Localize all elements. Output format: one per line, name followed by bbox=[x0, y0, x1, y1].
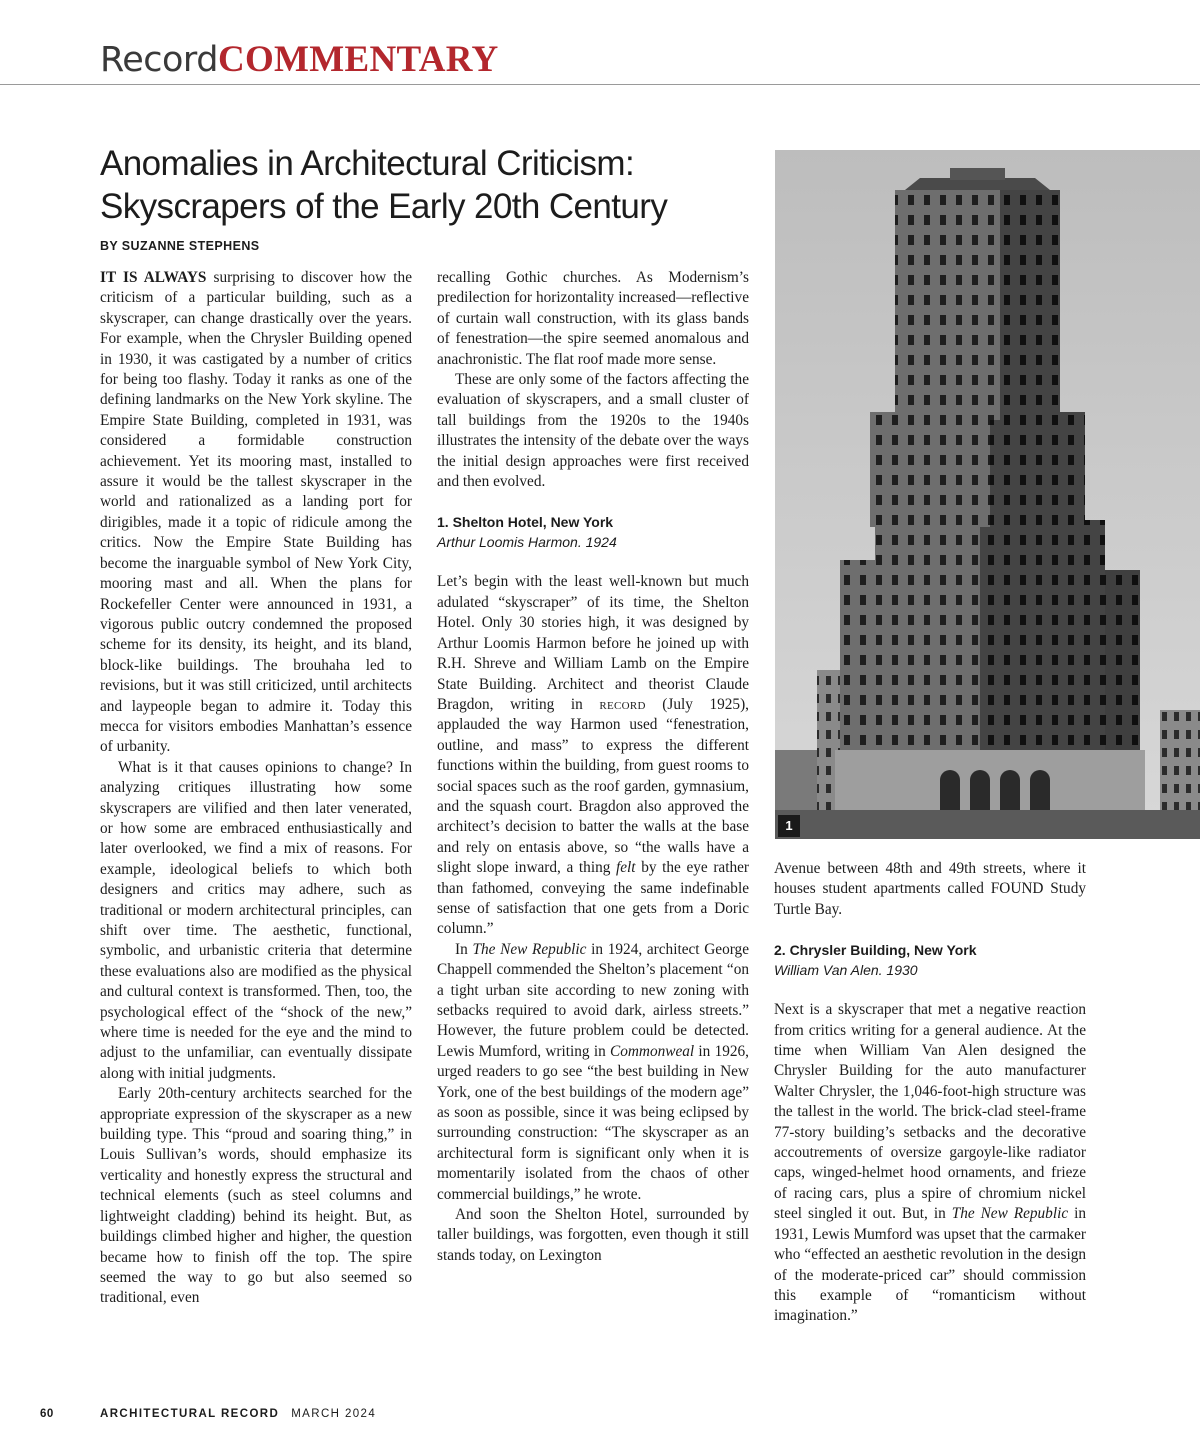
page-number: 60 bbox=[40, 1408, 54, 1420]
section-masthead bbox=[100, 38, 498, 82]
subhead-title: 2. Chrysler Building, New York bbox=[774, 942, 977, 959]
article-byline: BY SUZANNE STEPHENS bbox=[100, 239, 260, 253]
article-headline: Anomalies in Architectural Criticism: Skyscrapers of the Early 20th Century bbox=[100, 144, 668, 226]
paragraph: What is it that causes opinions to change? In analyzing critiques illustrating how some skyscrapers are vilified and then later venerated, or how some are embraced enthusiastically and later overlooked, we find a mix of reasons. For example, ideological beliefs to which both designers and critics may adhere, such as traditional or modern architectural principles, can shift over time. The aesthetic, functional, symbolic, and urbanistic criteria that determine these evaluations also are modified as the physical and cultural context is transformed. Then, too, the psychological effect of the “shock of the new,” where time is needed for the eye and the mind to adjust to the unfamiliar, can eventually dissipate along with initial judgments. bbox=[100, 758, 412, 1082]
paragraph: Avenue between 48th and 49th streets, where it houses student apartments called FOUND Study Turtle Bay. bbox=[774, 860, 1086, 918]
text-run: In bbox=[455, 940, 473, 958]
masthead-rule bbox=[0, 84, 1200, 85]
text-column-3 bbox=[774, 859, 1086, 1327]
text-column-2 bbox=[437, 268, 749, 1266]
tower-middle-shadow bbox=[990, 412, 1085, 527]
tower-shaft-shadow bbox=[1000, 190, 1060, 420]
paragraph: And soon the Shelton Hotel, surrounded by taller buildings, was forgotten, even though it still stands today, on Lexington bbox=[437, 1206, 749, 1264]
paragraph-text: surprising to discover how the criticism of a particular building, such as a skyscraper, can change drastically over the years. For example, when the Chrysler Building opened in 1930, it was castigated by a number of critics for being too flashy. Today it ranks as one of the defining landmarks on the New York skyline. The Empire State Building, completed in 1931, was considered a formidable construction achievement. Yet its mooring mast, installed to assure it would be the tallest skyscraper in the world and rationalized as a landing port for dirigibles, made it a topic of ridicule among the critics. Now the Empire State Building has become the inarguable symbol of New York City, mooring mast and all. When the plans for Rockefeller Center were announced in 1931, a vigorous public outcry condemned the proposed scheme for its density, its height, and its bland, block-like buildings. The brouhaha led to revisions, but it was still criticized, until architects and laypeople began to admire it. Today this mecca for visitors embodies Manhattan’s essence of urbanity. bbox=[100, 269, 412, 756]
text-run: (July 1925), applauded the way Harmon used “fenestration, outline, and mass” to express the different functions within the building, from guest rooms to social spaces such as the roof garden, gymnasium, and the squash court. Bragdon also approved the architect’s decision to batter the walls at the base and rely on entasis above, so “the walls have a slight slope inward, a thing bbox=[437, 695, 749, 877]
paragraph: recalling Gothic churches. As Modernism’s predilection for horizontality increased—reflective of curtain wall construction, with its glass bands of fenestration—the spire seemed anomalous and anachronistic. The flat roof made more sense. bbox=[437, 269, 749, 368]
street bbox=[775, 810, 1200, 839]
subhead-credit: William Van Alen. 1930 bbox=[774, 962, 918, 979]
paragraph bbox=[774, 1000, 1086, 1327]
subhead-title: 1. Shelton Hotel, New York bbox=[437, 514, 614, 531]
text-run-record: record bbox=[599, 695, 646, 713]
text-run-italic: Commonweal bbox=[610, 1042, 695, 1060]
tower-lower-shadow bbox=[980, 520, 1105, 760]
text-column-1 bbox=[100, 268, 412, 1309]
masthead-light: Record bbox=[100, 40, 218, 80]
paragraph: Early 20th-century architects searched for the appropriate expression of the skyscraper as a new building type. This “proud and soaring thing,” in Louis Sullivan’s words, should emphasize its verticality and honestly express the structural and technical elements (such as steel columns and lightweight cladding) behind its height. But, as buildings climbed higher and higher, the question became how to finish off the top. The spire seemed the way to go but also seemed so traditional, even bbox=[100, 1085, 412, 1307]
building-illustration bbox=[775, 150, 1200, 839]
photo-number-badge: 1 bbox=[778, 815, 800, 837]
masthead-bold: COMMENTARY bbox=[217, 39, 499, 80]
subhead-credit: Arthur Loomis Harmon. 1924 bbox=[437, 534, 617, 551]
issue-date: MARCH 2024 bbox=[291, 1408, 377, 1420]
text-run: in 1924, architect George Chappell commended the Shelton’s placement “on a tight urban site according to new zoning with setbacks required to avoid dark, airless streets.” However, the future problem could be detected. Lewis Mumford, writing in bbox=[437, 940, 749, 1060]
text-run: Next is a skyscraper that met a negative reaction from critics writing for a general audience. At the time when William Van Alen designed the Chrysler Building for the auto manufacturer Walter Chrysler, the 1,046-foot-high structure was the tallest in the world. The brick-clad steel-frame 77-story building’s setbacks and the decorative accoutrements of oversize gargoyle-like radiator caps, winged-helmet hood ornaments, and frieze of racing cars, plus a spire of chromium nickel steel singled it out. But, in bbox=[774, 1001, 1086, 1223]
paragraph: These are only some of the factors affecting the evaluation of skyscrapers, and a small cluster of tall buildings from the 1920s to the 1940s illustrates the intensity of the debate over the ways the initial design approaches were first received and then evolved. bbox=[437, 371, 749, 491]
subsection-header-2 bbox=[774, 940, 1086, 980]
text-run: in 1931, Lewis Mumford was upset that the carmaker who “effected an aesthetic revolution in the design of the moderate-priced car” should commission this example of “romanticism without imagination.” bbox=[774, 1205, 1086, 1325]
neighbor-low-left bbox=[775, 750, 817, 810]
paragraph bbox=[437, 572, 749, 939]
publication-name: ARCHITECTURAL RECORD bbox=[100, 1408, 280, 1420]
text-run-italic: The New Republic bbox=[951, 1205, 1069, 1223]
tower-wing-left bbox=[840, 560, 880, 760]
text-run: Let’s begin with the least well-known but much adulated “skyscraper” of its time, the Shelton Hotel. Only 30 stories high, it was designed by Arthur Loomis Harmon before he joined up with R.H. Shreve and William Lamb on the Empire State Building. Architect and theorist Claude Bragdon, writing in bbox=[437, 573, 749, 713]
shelton-hotel-photo bbox=[775, 150, 1200, 839]
subsection-header-1 bbox=[437, 512, 749, 552]
page-footer bbox=[40, 1408, 376, 1420]
neighbor-building-right bbox=[1160, 710, 1200, 810]
text-run-italic: felt bbox=[616, 859, 636, 877]
paragraph bbox=[437, 940, 749, 1205]
tower-crown-top bbox=[950, 168, 1005, 180]
paragraph bbox=[100, 268, 412, 758]
text-run: in 1926, urged readers to go see “the best building in New York, one of the best buildings of the modern age” as soon as possible, since it was being eclipsed by surrounding construction: “The skyscraper as an architectural form is significant only when it is momentarily isolated from the chaos of other commercial buildings,” he wrote. bbox=[437, 1042, 749, 1203]
text-run-italic: The New Republic bbox=[472, 940, 587, 958]
lead-in: IT IS ALWAYS bbox=[100, 269, 207, 286]
text-run: by the eye rather than fathomed, conveying the same indefinable sense of satisfaction that one gets from a Doric column.” bbox=[437, 859, 749, 938]
